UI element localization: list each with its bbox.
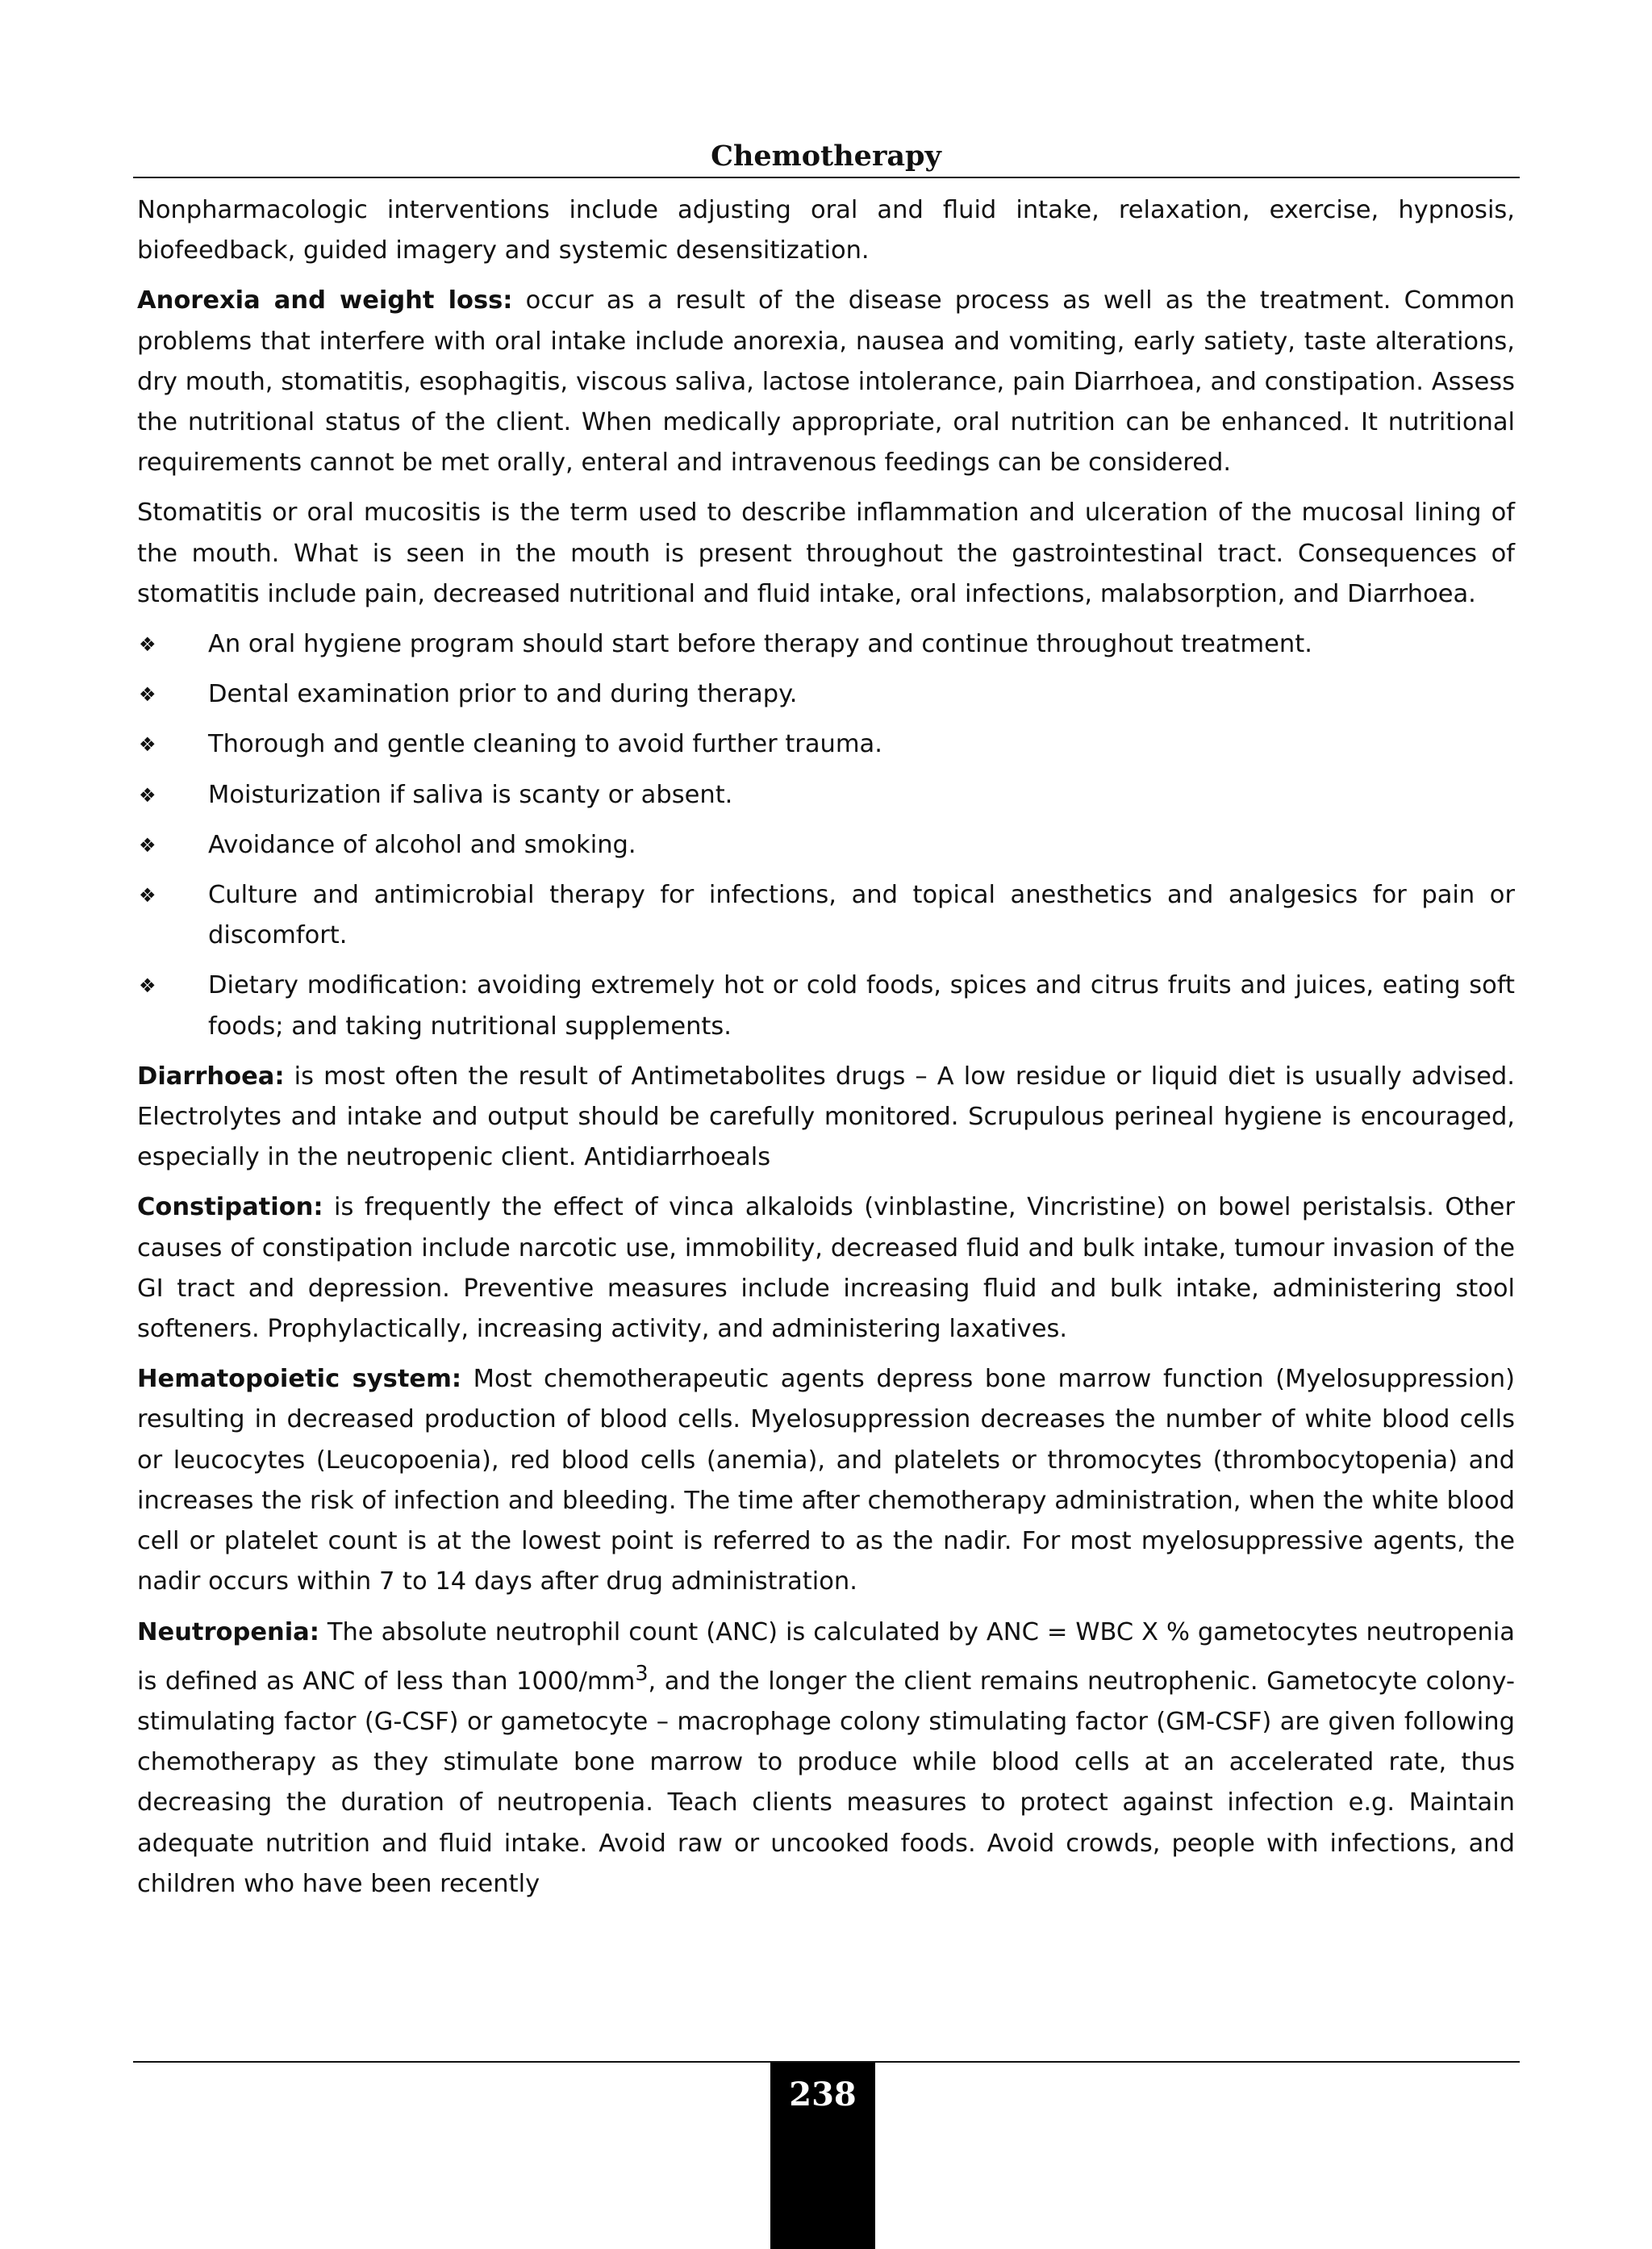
diamond-bullet-icon: ❖ [139,833,156,857]
list-item-text: Dental examination prior to and during therapy. [208,680,798,709]
list-item-text: Culture and antimicrobial therapy for infections, and topical anesthetics and analgesics for pain or discomfort. [208,881,1515,950]
oral-care-list [137,624,1515,1047]
list-item [137,775,1515,816]
diamond-bullet-icon: ❖ [139,974,156,998]
paragraph-neutropenia [137,1613,1515,1905]
list-item [137,875,1515,956]
diamond-bullet-icon: ❖ [139,683,156,707]
diamond-bullet-icon: ❖ [139,884,156,908]
list-item-text: Moisturization if saliva is scanty or absent. [208,780,733,809]
diarrhoea-heading: Diarrhoea: [137,1062,285,1091]
list-item [137,624,1515,665]
paragraph-diarrhoea [137,1057,1515,1179]
paragraph-hematopoietic [137,1359,1515,1602]
anorexia-heading: Anorexia and weight loss: [137,286,513,315]
page-number: 238 [770,2063,875,2249]
paragraph-stomatitis: Stomatitis or oral mucositis is the term used to describe inflammation and ulceration of the mucosal lining of the mouth. What is seen in the mouth is present throughout the gastrointestinal tract. Consequences of stomatitis include pain, decreased nutritional and fluid intake, oral infections, malabsorption, and Diarrhoea. [137,499,1515,608]
neutropenia-text-b: , and the longer the client remains neutrophenic. Gametocyte colony- stimulating factor (G-CSF) or gametocyte – macrophage colony stimulating factor (GM-CSF) are given following chemotherapy as they stimulate bone marrow to produce while blood cells at an accelerated rate, thus decreasing the duration of neutropenia. Teach clients measures to protect against infection e.g. Maintain adequate nutrition and fluid intake. Avoid raw or uncooked foods. Avoid crowds, people with infections, and children who have been recently [137,1667,1515,1898]
constipation-heading: Constipation: [137,1193,323,1222]
diarrhoea-text: is most often the result of Antimetabolites drugs – A low residue or liquid diet is usually advised. Electrolytes and intake and output should be carefully monitored. Scrupulous perineal hygiene is encouraged, especially in the neutropenic client. Antidiarrhoeals [137,1062,1515,1172]
anorexia-text: occur as a result of the disease process as well as the treatment. Common problems that interfere with oral intake include anorexia, nausea and vomiting, early satiety, taste alterations, dry mouth, stomatitis, esophagitis, viscous saliva, lactose intolerance, pain Diarrhoea, and constipation. Assess the nutritional status of the client. When medically appropriate, oral nutrition can be enhanced. It nutritional requirements cannot be met orally, enteral and intravenous feedings can be considered. [137,286,1515,478]
hematopoietic-text: Most chemotherapeutic agents depress bone marrow function (Myelosuppression) resulting in decreased production of blood cells. Myelosuppression decreases the number of white blood cells or leucocytes (Leucopoenia), red blood cells (anemia), and platelets or thromocytes (thrombocytopenia) and increases the risk of infection and bleeding. The time after chemotherapy administration, when the white blood cell or platelet count is at the lowest point is referred to as the nadir. For most myelosuppressive agents, the nadir occurs within 7 to 14 days after drug administration. [137,1365,1515,1596]
diamond-bullet-icon: ❖ [139,633,156,657]
list-item-text: Dietary modification: avoiding extremely hot or cold foods, spices and citrus fruits and juices, eating soft foods; and taking nutritional supplements. [208,971,1515,1041]
list-item [137,966,1515,1046]
neutropenia-text-a: The absolute neutrophil count (ANC) is calculated by ANC = WBC X % gametocytes neutropenia is defined as ANC of less than 1000/mm [137,1617,1515,1696]
paragraph-anorexia [137,281,1515,483]
list-item-text: An oral hygiene program should start before therapy and continue throughout treatment. [208,630,1312,659]
diamond-bullet-icon: ❖ [139,783,156,807]
list-item [137,724,1515,765]
paragraph-nonpharmacologic: Nonpharmacologic interventions include adjusting oral and fluid intake, relaxation, exercise, hypnosis, biofeedback, guided imagery and systemic desensitization. [137,196,1515,265]
list-item-text: Thorough and gentle cleaning to avoid further trauma. [208,730,882,759]
list-item-text: Avoidance of alcohol and smoking. [208,830,636,859]
list-item [137,825,1515,866]
page-body [137,190,1515,1914]
running-header-title: Chemotherapy [711,140,941,173]
header-divider [133,177,1520,178]
constipation-text: is frequently the effect of vinca alkaloids (vinblastine, Vincristine) on bowel peristalsis. Other causes of constipation include narcotic use, immobility, decreased fluid and bulk intake, tumour invasion of the GI tract and depression. Preventive measures include increasing fluid and bulk intake, administering stool softeners. Prophylactically, increasing activity, and administering laxatives. [137,1193,1515,1344]
list-item [137,674,1515,715]
hematopoietic-heading: Hematopoietic system: [137,1365,462,1394]
paragraph-constipation [137,1187,1515,1350]
superscript-exponent: 3 [635,1660,649,1685]
neutropenia-heading: Neutropenia: [137,1617,319,1646]
diamond-bullet-icon: ❖ [139,733,156,757]
